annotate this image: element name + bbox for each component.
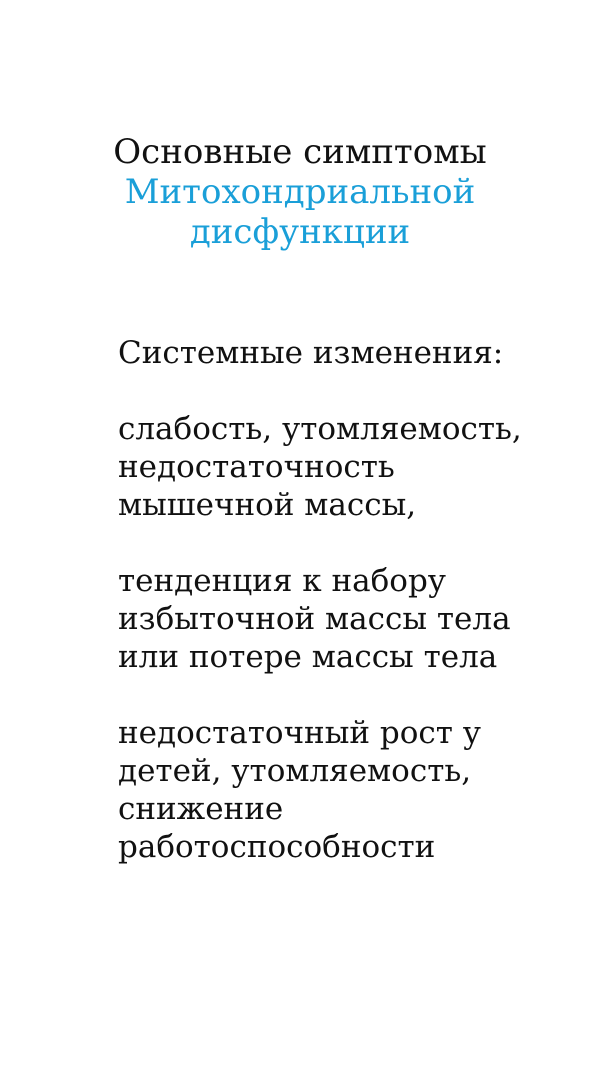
paragraph-line: снижение [118,791,284,827]
paragraph-line: детей, утомляемость, [118,753,472,789]
page-title [0,132,600,252]
symptom-paragraph-2 [118,562,578,676]
paragraph-line: тенденция к набору [118,563,447,599]
paragraph-line: слабость, утомляемость, [118,411,522,447]
paragraph-line: или потере массы тела [118,639,498,675]
paragraph-line: недостаточность [118,449,395,485]
title-line-1: Основные симптомы [113,132,487,172]
symptom-paragraph-1 [118,410,578,524]
title-line-3: дисфункции [189,212,411,252]
section-heading: Системные изменения: [118,335,504,371]
title-line-2: Митохондриальной [124,172,476,212]
symptoms-content [118,334,578,904]
paragraph-line: недостаточный рост у [118,715,482,751]
paragraph-line: работоспособности [118,829,436,865]
symptom-paragraph-3 [118,714,578,866]
paragraph-line: избыточной массы тела [118,601,511,637]
paragraph-line: мышечной массы, [118,487,417,523]
